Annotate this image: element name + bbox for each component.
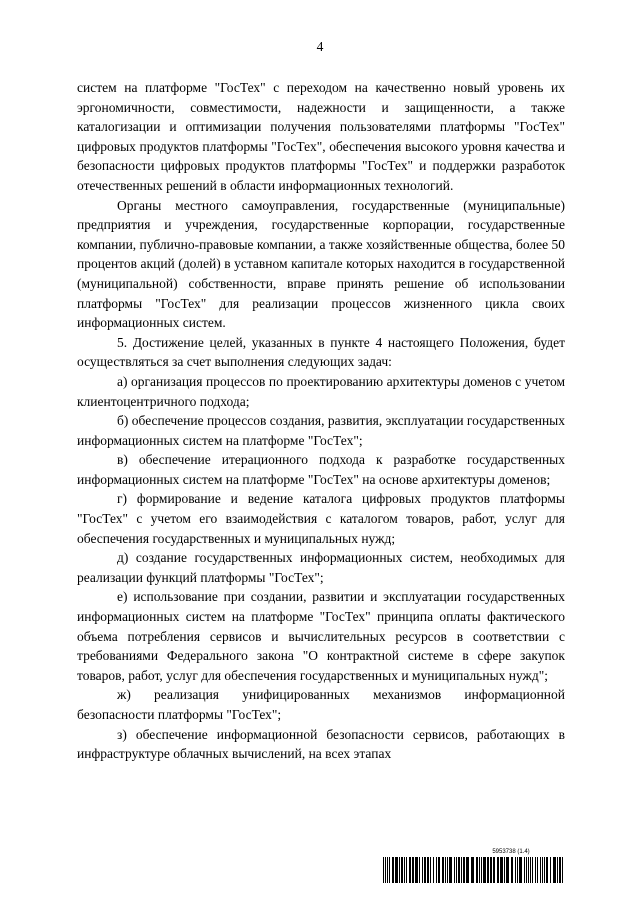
paragraph-item-5: 5. Достижение целей, указанных в пункте 4 настоящего Положения, будет осуществляться за счет выполнения следующих задач: [77,334,565,370]
paragraph-task-g: г) формирование и ведение каталога цифровых продуктов платформы "ГосТех" с учетом его взаимодействия с каталогом товаров, работ, услуг для обеспечения государственных и муниципальных нужд; [77,491,565,546]
paragraph-continuation: систем на платформе "ГосТех" с переходом на качественно новый уровень их эргономичности, совместимости, надежности и защищенности, а также каталогизации и оптимизации получения пользователями платформы "ГосТех" цифровых продуктов платформы "ГосТех", обеспечения высокого уровня качества и безопасности цифровых продуктов платформы "ГосТех" и поддержки разработок отечественных решений в области информационных технологий. [77,80,565,193]
barcode-icon [383,857,563,883]
paragraph-local-authorities: Органы местного самоуправления, государственные (муниципальные) предприятия и учреждения, государственные корпорации, государственные компании, публично-правовые компании, а также хозяйственные общества, более 50 процентов акций (долей) в уставном капитале которых находится в государственной (муниципальной) собственности, вправе принять решение об использовании платформы "ГосТех" для реализации процессов жизненного цикла своих информационных систем. [77,197,565,331]
paragraph-task-z: з) обеспечение информационной безопасности сервисов, работающих в инфраструктуре облачных вычислений, на всех этапах [77,726,565,762]
document-code: 5953738 (1.4) [492,849,530,855]
page-number: 4 [316,39,324,54]
paragraph-task-d: д) создание государственных информационных систем, необходимых для реализации функций платформы "ГосТех"; [77,550,565,585]
paragraph-task-v: в) обеспечение итерационного подхода к разработке государственных информационных систем на платформе "ГосТех" на основе архитектуры доменов; [77,452,565,487]
paragraph-task-b: б) обеспечение процессов создания, развития, эксплуатации государственных информационных систем на платформе "ГосТех"; [77,413,565,448]
document-body [77,78,565,764]
paragraph-task-e: е) использование при создании, развитии и эксплуатации государственных информационных систем на платформе "ГосТех" принципа оплаты фактического объема потребления сервисов и вычислительных ресурсов в соответствии с требованиями Федерального закона "О контрактной системе в сфере закупок товаров, работ, услуг для обеспечения государственных и муниципальных нужд"; [77,589,565,683]
paragraph-task-a: а) организация процессов по проектированию архитектуры доменов с учетом клиентоцентричного подхода; [77,373,565,409]
paragraph-task-zh: ж) реализация унифицированных механизмов информационной безопасности платформы "ГосТех"; [77,687,565,722]
